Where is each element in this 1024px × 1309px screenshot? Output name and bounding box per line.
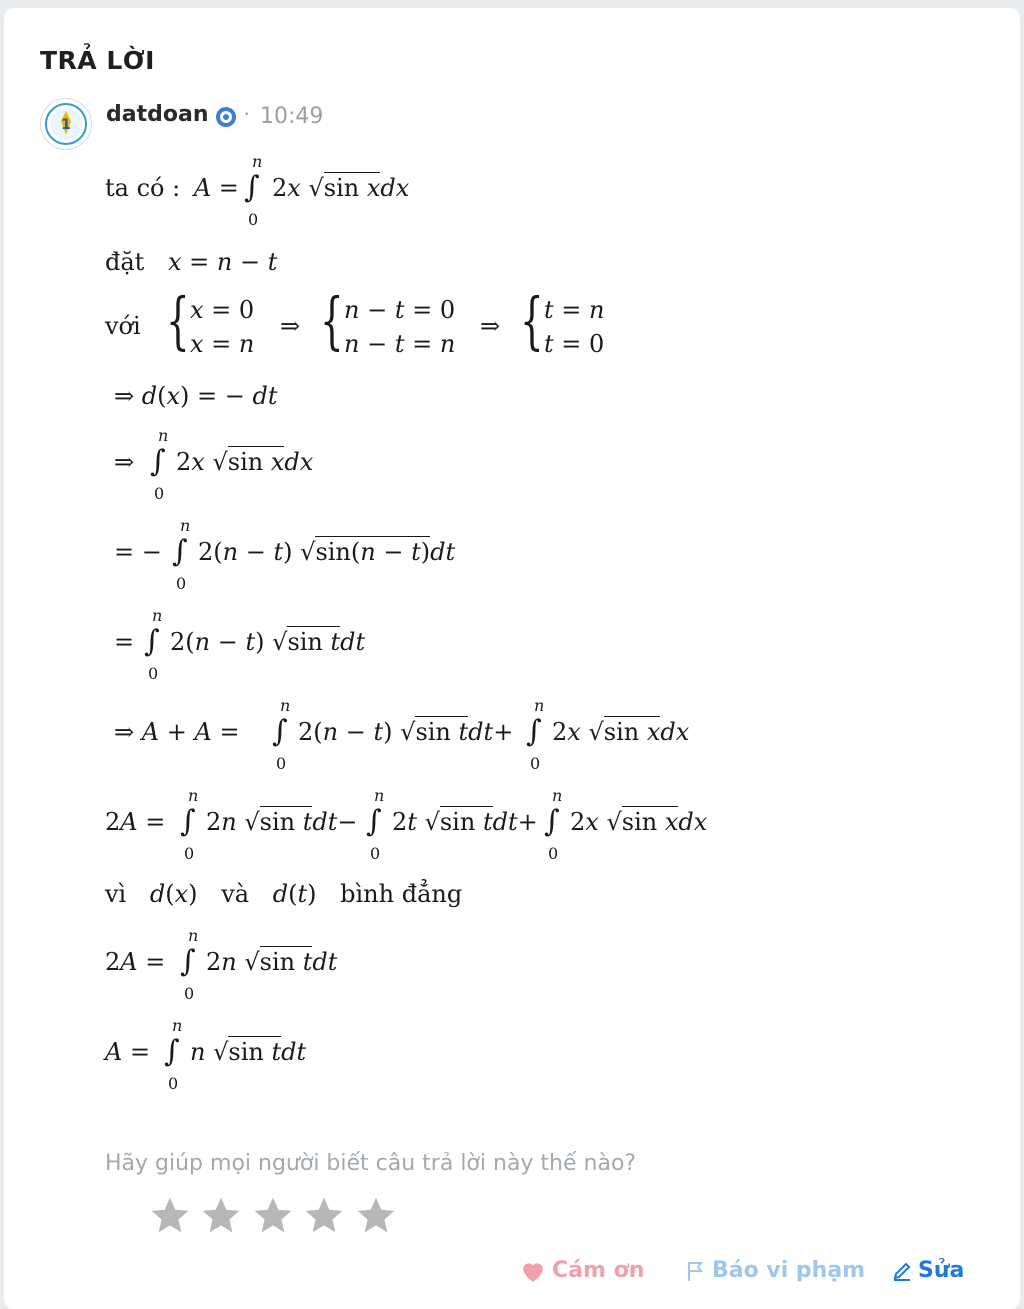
post-time: 10:49 (260, 104, 324, 129)
rating-prompt: Hãy giúp mọi người biết câu trả lời này thế nào? (105, 1151, 637, 1176)
edit-label: Sửa (918, 1258, 965, 1283)
report-button[interactable] (686, 1258, 865, 1283)
line-1-prefix: ta có : (105, 174, 181, 202)
line-1: ta có : A = (105, 174, 239, 202)
avatar-logo-icon (41, 99, 91, 149)
line-10: vì d(x) và d(t) bình đẳng (105, 880, 463, 908)
star-3-icon[interactable] (251, 1194, 295, 1238)
flag-icon (686, 1260, 706, 1282)
section-title: TRẢ LỜI (40, 46, 155, 75)
star-2-icon[interactable] (199, 1194, 243, 1238)
thank-label: Cám ơn (552, 1258, 645, 1283)
star-1-icon[interactable] (148, 1194, 192, 1238)
rating-stars (148, 1194, 401, 1243)
thank-button[interactable] (520, 1258, 644, 1283)
author-row (40, 98, 640, 152)
line-2: đặt x = n − t (105, 248, 278, 276)
report-label: Báo vi phạm (712, 1258, 866, 1283)
separator-dot: · (243, 100, 251, 125)
pencil-icon (892, 1261, 912, 1281)
star-5-icon[interactable] (354, 1194, 398, 1238)
avatar[interactable] (40, 98, 92, 150)
rank-badge-icon (215, 106, 237, 128)
line-3-prefix: với (105, 312, 141, 340)
edit-button[interactable] (892, 1258, 964, 1283)
line-2-prefix: đặt (105, 248, 145, 276)
svg-text:1: 1 (61, 117, 71, 133)
heart-icon (520, 1259, 546, 1283)
star-4-icon[interactable] (302, 1194, 346, 1238)
author-name[interactable]: datdoan (106, 102, 209, 127)
